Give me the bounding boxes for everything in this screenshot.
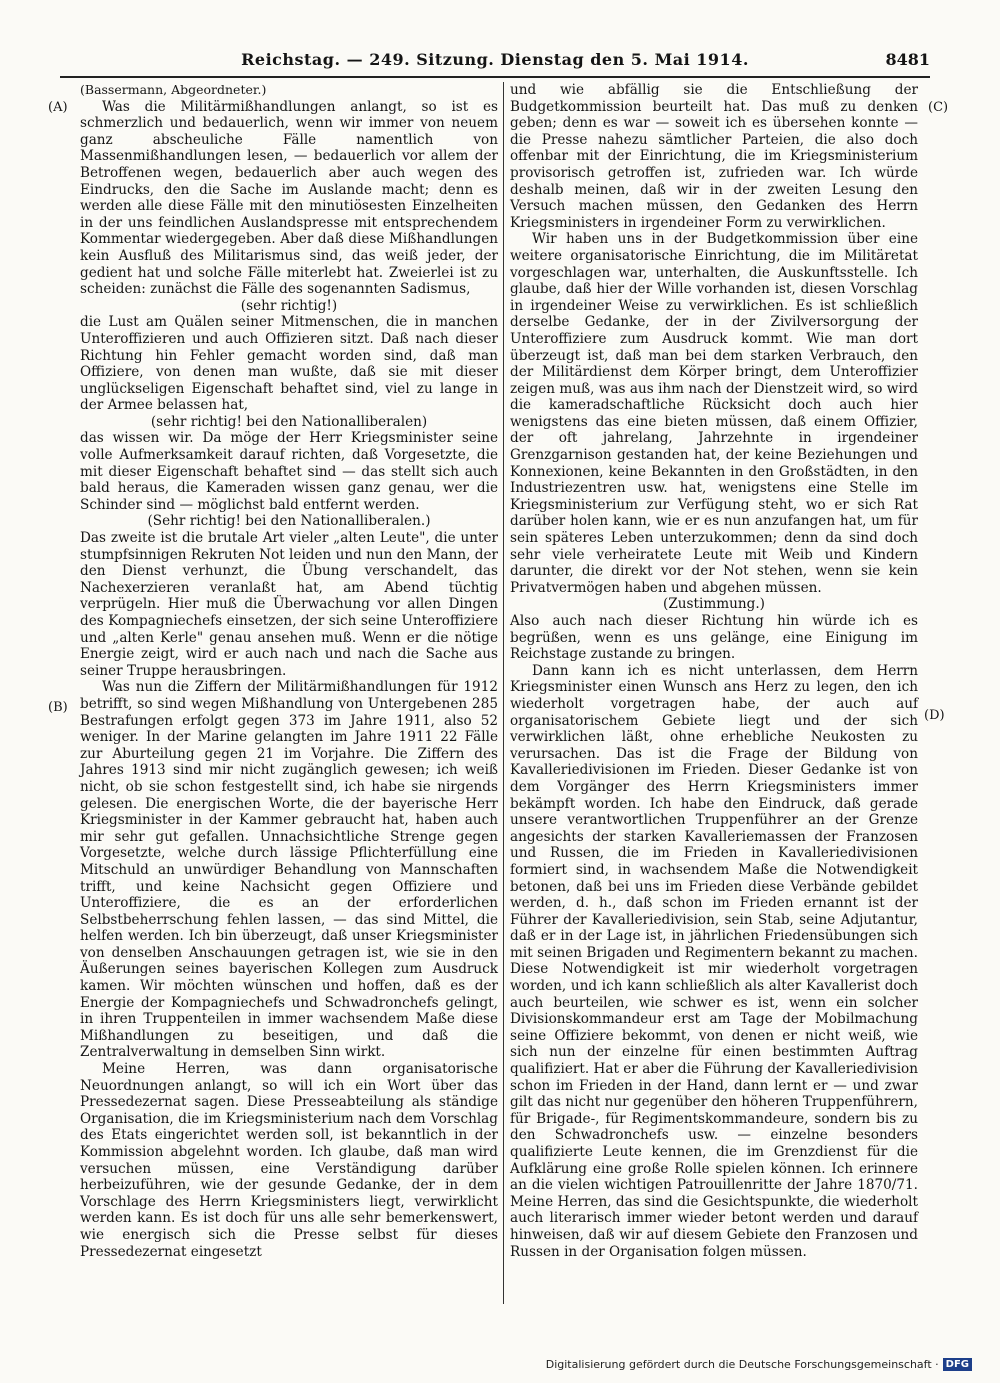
paragraph: das wissen wir. Da möge der Herr Kriegsminister seine volle Aufmerksamkeit darauf richten, daß Vorgesetzte, die mit dieser Eigenschaft behaftet sind — das stellt sich auch bald heraus, die Kameraden wissen ganz genau, wer die Schinder sind — möglichst bald entfernt werden. bbox=[80, 430, 498, 513]
paragraph: Also auch nach dieser Richtung hin würde ich es begrüßen, wenn es uns gelänge, eine Einigung im Reichstage zustande zu bringen. bbox=[510, 613, 918, 663]
margin-mark-b: (B) bbox=[48, 700, 68, 715]
paragraph: Was nun die Ziffern der Militärmißhandlungen für 1912 betrifft, so sind wegen Mißhandlung von Untergebenen 285 Bestrafungen erfolgt gegen 373 im Jahre 1911, also 52 weniger. In der Marine gelangten im Jahre 1911 22 Fälle zur Aburteilung gegen 21 im Vorjahre. Die Ziffern des Jahres 1913 sind mir nicht zugänglich gewesen; ich weiß nicht, ob sie schon festgestellt sind, ich habe sie nirgends gelesen. Die energischen Worte, die der bayerische Herr Kriegsminister in der Kammer gebraucht hat, haben auch mir sehr gut gefallen. Unnachsichtliche Strenge gegen Vorgesetzte, welche durch lässige Pflichterfüllung eine Mitschuld an unwürdiger Behandlung von Mannschaften trifft, und keine Nachsicht gegen Offiziere und Unteroffiziere, die es an der erforderlichen Selbstbeherrschung fehlen lassen, — das sind Mittel, die helfen werden. Ich bin überzeugt, daß unser Kriegsminister von denselben Anschauungen getragen ist, wie sie in den Äußerungen seines bayerischen Kollegen zum Ausdruck kamen. Wir möchten wünschen und hoffen, daß es der Energie der Kompagniechefs und Schwadronchefs gelingt, in ihren Truppenteilen in immer wachsendem Maße diese Mißhandlungen zu beseitigen, und daß die Zentralverwaltung in demselben Sinn wirkt. bbox=[80, 679, 498, 1061]
footer-text: Digitalisierung gefördert durch die Deutsche Forschungsgemeinschaft · bbox=[545, 1358, 939, 1371]
paragraph: Was die Militärmißhandlungen anlangt, so ist es schmerzlich und bedauerlich, wenn wir immer von neuem ganz abscheuliche Fälle namentlich von Massenmißhandlungen lesen, — bedauerlich vor allem der Betroffenen wegen, bedauerlich aber auch wegen des Eindrucks, den die Sache im Auslande macht; denn es werden alle diese Fälle mit den minutiösesten Einzelheiten in der uns feindlichen Auslandspresse mit entsprechendem Kommentar wiedergegeben. Aber daß diese Mißhandlungen kein Ausfluß des Militarismus sind, das weiß jeder, der gedient hat und solche Fälle miterlebt hat. Zweierlei ist zu scheiden: zunächst die Fälle des sogenannten Sadismus, bbox=[80, 98, 498, 298]
page-number: 8481 bbox=[885, 50, 930, 69]
page-header bbox=[60, 46, 930, 78]
speaker-label: (Bassermann, Abgeordneter.) bbox=[80, 82, 267, 97]
paragraph: Wir haben uns in der Budgetkommission über eine weitere organisatorische Einrichtung, die im Militäretat vorgeschlagen war, unterhalten, die Auskunftsstelle. Ich glaube, daß hier der Wille vorhanden ist, diesen Vorschlag in irgendeiner Weise zu verwirklichen. Es ist schließlich derselbe Gedanke, der in der Zivilversorgung der Unteroffiziere zum Ausdruck kommt. Wie man dort überzeugt ist, daß man bei dem starken Verbrauch, den der Militärdienst dem Körper bringt, dem Unteroffizier zeigen muß, was aus ihm nach der Dienstzeit wird, so wird die kameradschaftliche Rücksicht doch auch hier wenigstens das eine bieten müssen, daß einem Offizier, der oft jahrelang, Jahrzehnte in irgendeiner Grenzgarnison gestanden hat, der keine Beziehungen und Konnexionen, keine Bekannten in den Großstädten, in den Industriezentren usw. hat, wenigstens eine Stelle im Kriegsministerium zur Verfügung steht, wo er sich Rat darüber holen kann, wie er es nun anzufangen hat, um für sein späteres Leben unterzukommen; denn da sind doch sehr viele verheiratete Leute mit Weib und Kindern darunter, die direkt vor der Not stehen, wenn sie kein Privatvermögen haben und abgehen müssen. bbox=[510, 231, 918, 596]
interjection: (sehr richtig!) bbox=[240, 297, 338, 314]
interjection: (Sehr richtig! bei den Nationalliberalen.) bbox=[147, 513, 431, 530]
dfg-logo: DFG bbox=[943, 1358, 972, 1371]
digitization-footer bbox=[546, 1358, 972, 1371]
paragraph: und wie abfällig sie die Entschließung der Budgetkommission beurteilt hat. Das muß zu denken geben; denn es war — soweit ich es übersehen konnte — die Presse nahezu sämtlicher Parteien, die also doch offenbar mit der Einrichtung, die im Kriegsministerium provisorisch getroffen ist, zufrieden war. Ich würde deshalb meinen, daß wir in der zweiten Lesung den Versuch machen müssen, den Gedanken des Herrn Kriegsministers in irgendeiner Form zu verwirklichen. bbox=[510, 82, 918, 231]
column-divider bbox=[503, 82, 504, 1304]
paragraph: Dann kann ich es nicht unterlassen, dem Herrn Kriegsminister einen Wunsch ans Herz zu legen, den ich wiederholt vorgetragen habe, der auch auf organisatorischem Gebiete liegt und der sich verwirklichen läßt, ohne erhebliche Neukosten zu verursachen. Das ist die Frage der Bildung von Kavalleriedivisionen im Frieden. Dieser Gedanke ist von dem Vorgänger des Herrn Kriegsministers immer bekämpft worden. Ich habe den Eindruck, daß gerade unsere verantwortlichen Truppenführer an der Grenze angesichts der starken Kavalleriemassen der Franzosen und Russen, die im Frieden in Kavalleriedivisionen formiert sind, in wachsendem Maße die Notwendigkeit betonen, daß bei uns im Frieden diese Verbände gebildet werden, d. h., daß schon im Frieden ernannt ist der Führer der Kavalleriedivision, sein Stab, seine Adjutantur, daß er in der Lage ist, in jährlichen Friedensübungen sich mit seinen Brigaden und Regimentern bekannt zu machen. Diese Notwendigkeit ist mir wiederholt vorgetragen worden, und ich kann schließlich als alter Kavallerist doch auch beurteilen, wie schwer es ist, wenn ein solcher Divisionskommandeur erst am Tage der Mobilmachung seine Offiziere bekommt, von denen er nicht weiß, wie sich nun der einzelne für einen bestimmten Auftrag qualifiziert. Hat er aber die Führung der Kavalleriedivision schon im Frieden in der Hand, dann lernt er — und zwar gilt das nicht nur gegenüber den höheren Truppenführern, für Brigade-, für Regimentskommandeure, sondern bis zu den Schwadronchefs usw. — einzelne besonders qualifizierte Leute kennen, die im Grenzdienst für die Aufklärung eine große Rolle spielen können. Ich erinnere an die vielen wichtigen Patrouillenritte der Jahre 1870/71. Meine Herren, das sind die Gesichtspunkte, die wiederholt auch literarisch immer wieder betont werden und darauf hinweisen, daß wir auf diesem Gebiete den Franzosen und Russen in der Organisation folgen müssen. bbox=[510, 662, 918, 1260]
margin-mark-a: (A) bbox=[48, 100, 68, 115]
right-column bbox=[510, 82, 918, 1260]
running-head: Reichstag. — 249. Sitzung. Dienstag den 5. Mai 1914. bbox=[241, 50, 749, 69]
margin-mark-c: (C) bbox=[928, 100, 949, 115]
interjection: (sehr richtig! bei den Nationalliberalen) bbox=[150, 413, 428, 430]
paragraph: die Lust am Quälen seiner Mitmenschen, die in manchen Unteroffizieren und auch Offizieren sitzt. Daß nach dieser Richtung hin Fehler gemacht worden sind, daß man Offiziere, von denen man wußte, daß sie mit dieser unglückseligen Eigenschaft behaftet sind, viel zu lange in der Armee belassen hat, bbox=[80, 314, 498, 414]
paragraph: Das zweite ist die brutale Art vieler „alten Leute", die unter stumpfsinnigen Rekruten Not leiden und nun den Mann, der den Dienst verhunzt, die Übung verschandelt, das Nachexerzieren veranlaßt hat, am Abend tüchtig verprügeln. Hier muß die Überwachung vor allen Dingen des Kompagniechefs einsetzen, der sich seine Unteroffiziere und „alten Kerle" genau ansehen muß. Wenn er die nötige Energie zeigt, wird er auch nach und nach die Sache aus seiner Truppe herausbringen. bbox=[80, 530, 498, 679]
left-column bbox=[80, 82, 498, 1260]
paragraph: Meine Herren, was dann organisatorische Neuordnungen anlangt, so will ich ein Wort über das Pressedezernat sagen. Diese Presseabteilung als ständige Organisation, die im Kriegsministerium nach dem Vorschlag des Etats eingerichtet werden soll, ist bekanntlich in der Kommission abgelehnt worden. Ich glaube, daß man wird versuchen müssen, eine Verständigung darüber herbeizuführen, wie der gesunde Gedanke, der in dem Vorschlage des Herrn Kriegsministers liegt, verwirklicht werden kann. Es ist doch für uns alle sehr bemerkenswert, wie energisch sich die Presse selbst für dieses Pressedezernat eingesetzt bbox=[80, 1061, 498, 1260]
interjection: (Zustimmung.) bbox=[663, 596, 765, 613]
margin-mark-d: (D) bbox=[924, 708, 945, 723]
